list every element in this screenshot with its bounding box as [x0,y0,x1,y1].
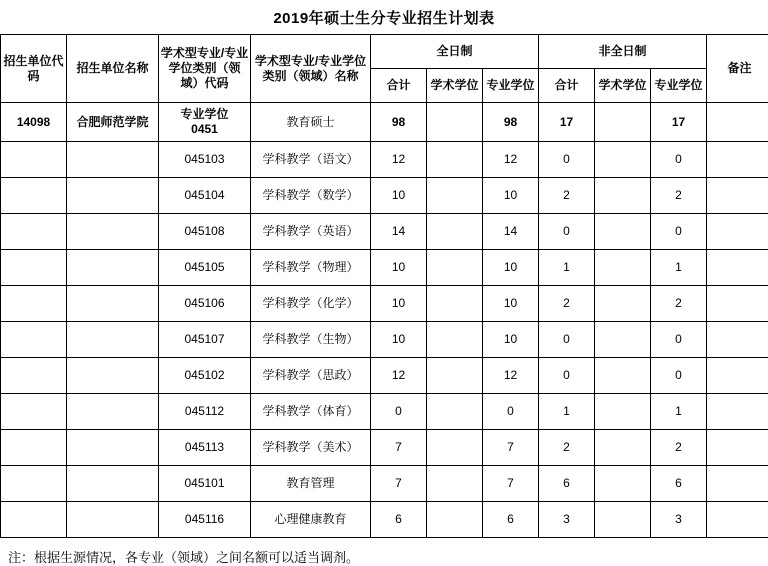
header-full-time-professional: 专业学位 [483,69,539,103]
cell-major-code: 045116 [159,502,251,538]
cell-pt-academic [595,142,651,178]
cell-major-name: 学科教学（思政） [251,358,371,394]
cell-major-code: 045106 [159,286,251,322]
cell-ft-professional: 10 [483,250,539,286]
cell-ft-total: 7 [371,466,427,502]
cell-unit-name: 合肥师范学院 [67,103,159,142]
cell-remark [707,178,768,214]
cell-ft-academic [427,214,483,250]
cell-remark [707,250,768,286]
cell-pt-professional: 0 [651,358,707,394]
cell-ft-academic [427,103,483,142]
cell-ft-academic [427,322,483,358]
cell-unit-name [67,466,159,502]
table-row [1,286,768,322]
cell-unit-name [67,214,159,250]
cell-major-code: 045103 [159,142,251,178]
table-row [1,358,768,394]
cell-remark [707,502,768,538]
cell-pt-professional: 0 [651,142,707,178]
cell-remark [707,286,768,322]
cell-remark [707,394,768,430]
cell-pt-academic [595,322,651,358]
table-note: 注：根据生源情况，各专业（领域）之间名额可以适当调剂。 [8,547,768,566]
cell-ft-professional: 12 [483,358,539,394]
cell-pt-total: 17 [539,103,595,142]
cell-major-name: 学科教学（物理） [251,250,371,286]
cell-remark [707,214,768,250]
cell-pt-total: 6 [539,466,595,502]
cell-major-name: 学科教学（美术） [251,430,371,466]
cell-ft-professional: 7 [483,430,539,466]
cell-major-code: 045101 [159,466,251,502]
table-row [1,178,768,214]
table-row [1,394,768,430]
cell-ft-total: 14 [371,214,427,250]
cell-pt-academic [595,466,651,502]
cell-ft-total: 12 [371,142,427,178]
cell-unit-code [1,502,67,538]
cell-pt-academic [595,286,651,322]
header-part-time-total: 合计 [539,69,595,103]
cell-pt-academic [595,394,651,430]
cell-unit-code [1,466,67,502]
cell-unit-code [1,178,67,214]
cell-major-name: 学科教学（语文） [251,142,371,178]
cell-pt-total: 2 [539,430,595,466]
cell-major-code: 045107 [159,322,251,358]
header-part-time-professional: 专业学位 [651,69,707,103]
cell-major-name: 学科教学（化学） [251,286,371,322]
cell-ft-academic [427,250,483,286]
cell-major-name: 学科教学（体育） [251,394,371,430]
cell-ft-professional: 7 [483,466,539,502]
cell-pt-academic [595,250,651,286]
header-major-code: 学术型专业/专业学位类别（领域）代码 [159,35,251,103]
cell-remark [707,142,768,178]
cell-pt-professional: 1 [651,250,707,286]
cell-unit-name [67,358,159,394]
cell-remark [707,358,768,394]
cell-unit-code [1,142,67,178]
page-title: 2019年硕士生分专业招生计划表 [0,0,768,34]
cell-remark [707,430,768,466]
cell-pt-total: 0 [539,322,595,358]
cell-major-name: 心理健康教育 [251,502,371,538]
header-part-time-academic: 学术学位 [595,69,651,103]
cell-pt-professional: 17 [651,103,707,142]
cell-pt-total: 1 [539,250,595,286]
cell-ft-professional: 10 [483,286,539,322]
cell-ft-professional: 14 [483,214,539,250]
table-row [1,502,768,538]
cell-unit-name [67,142,159,178]
table-row [1,214,768,250]
cell-remark [707,466,768,502]
cell-pt-professional: 3 [651,502,707,538]
cell-unit-code [1,394,67,430]
cell-unit-name [67,430,159,466]
cell-major-name: 学科教学（数学） [251,178,371,214]
cell-major-code [159,103,251,142]
admission-plan-table [0,34,768,538]
cell-major-name: 学科教学（英语） [251,214,371,250]
cell-ft-professional: 10 [483,178,539,214]
cell-major-code: 045105 [159,250,251,286]
cell-major-code: 045112 [159,394,251,430]
cell-ft-academic [427,466,483,502]
cell-ft-academic [427,430,483,466]
cell-ft-professional: 6 [483,502,539,538]
cell-unit-code: 14098 [1,103,67,142]
cell-pt-academic [595,178,651,214]
cell-major-code-line1: 专业学位 [160,107,249,122]
cell-unit-name [67,322,159,358]
cell-ft-professional: 0 [483,394,539,430]
cell-ft-academic [427,178,483,214]
cell-major-code: 045102 [159,358,251,394]
cell-pt-academic [595,502,651,538]
cell-pt-total: 2 [539,286,595,322]
cell-ft-total: 98 [371,103,427,142]
cell-ft-academic [427,502,483,538]
cell-pt-professional: 2 [651,286,707,322]
cell-ft-academic [427,394,483,430]
header-full-time-academic: 学术学位 [427,69,483,103]
cell-unit-code [1,286,67,322]
cell-ft-total: 6 [371,502,427,538]
table-row [1,142,768,178]
cell-pt-total: 2 [539,178,595,214]
cell-ft-total: 12 [371,358,427,394]
cell-major-code: 045104 [159,178,251,214]
cell-pt-academic [595,103,651,142]
cell-major-name: 教育硕士 [251,103,371,142]
cell-pt-professional: 2 [651,430,707,466]
cell-pt-academic [595,430,651,466]
table-row [1,103,768,142]
cell-major-code-line2: 0451 [160,122,249,137]
cell-ft-professional: 10 [483,322,539,358]
header-remark: 备注 [707,35,768,103]
header-full-time-total: 合计 [371,69,427,103]
cell-unit-name [67,394,159,430]
cell-pt-total: 3 [539,502,595,538]
cell-pt-professional: 2 [651,178,707,214]
cell-unit-code [1,322,67,358]
cell-unit-code [1,250,67,286]
cell-pt-academic [595,358,651,394]
cell-ft-total: 10 [371,178,427,214]
cell-major-code: 045113 [159,430,251,466]
cell-ft-professional: 12 [483,142,539,178]
cell-ft-total: 10 [371,250,427,286]
header-major-name: 学术型专业/专业学位类别（领域）名称 [251,35,371,103]
cell-ft-professional: 98 [483,103,539,142]
table-body [1,103,768,538]
table-row [1,466,768,502]
cell-ft-total: 10 [371,322,427,358]
cell-ft-academic [427,358,483,394]
cell-pt-total: 0 [539,214,595,250]
cell-ft-total: 10 [371,286,427,322]
cell-unit-name [67,250,159,286]
cell-unit-code [1,358,67,394]
cell-pt-academic [595,214,651,250]
cell-pt-professional: 6 [651,466,707,502]
table-row [1,430,768,466]
cell-pt-professional: 0 [651,322,707,358]
table-header [1,35,768,103]
cell-unit-name [67,286,159,322]
cell-unit-code [1,214,67,250]
cell-remark [707,103,768,142]
header-unit-code: 招生单位代码 [1,35,67,103]
cell-major-name: 学科教学（生物） [251,322,371,358]
cell-pt-total: 0 [539,358,595,394]
cell-major-name: 教育管理 [251,466,371,502]
header-unit-name: 招生单位名称 [67,35,159,103]
cell-unit-name [67,502,159,538]
cell-unit-name [67,178,159,214]
cell-major-code: 045108 [159,214,251,250]
cell-pt-total: 0 [539,142,595,178]
cell-pt-professional: 0 [651,214,707,250]
table-row [1,322,768,358]
cell-pt-professional: 1 [651,394,707,430]
cell-ft-academic [427,142,483,178]
cell-ft-academic [427,286,483,322]
header-part-time: 非全日制 [539,35,707,69]
cell-pt-total: 1 [539,394,595,430]
cell-remark [707,322,768,358]
table-row [1,250,768,286]
cell-ft-total: 7 [371,430,427,466]
cell-ft-total: 0 [371,394,427,430]
cell-unit-code [1,430,67,466]
header-full-time: 全日制 [371,35,539,69]
